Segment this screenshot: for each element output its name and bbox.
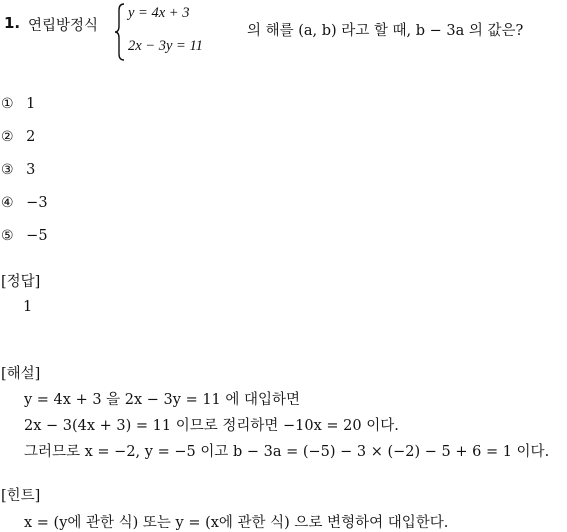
choice-2[interactable] <box>1 129 35 145</box>
choice-value: 1 <box>26 96 36 112</box>
choice-mark: ③ <box>1 162 14 178</box>
hint-heading: [힌트] <box>1 488 41 504</box>
choice-3[interactable] <box>1 162 35 178</box>
answer-value: 1 <box>23 299 33 315</box>
explanation-heading: [해설] <box>1 366 41 382</box>
choice-value: −3 <box>26 195 48 211</box>
choice-mark: ① <box>1 96 14 112</box>
question-prefix: 연립방정식 <box>28 18 99 34</box>
choice-5[interactable] <box>1 228 48 244</box>
question-number: 1. <box>4 14 21 32</box>
answer-heading: [정답] <box>1 274 41 290</box>
equation-2: 2x − 3y = 11 <box>128 38 203 54</box>
choice-1[interactable] <box>1 96 35 112</box>
explanation-line-2: 2x − 3(4x + 3) = 11 이므로 정리하면 −10x = 20 이다. <box>24 418 399 434</box>
choice-mark: ② <box>1 129 14 145</box>
explanation-line-1: y = 4x + 3 을 2x − 3y = 11 에 대입하면 <box>24 392 301 408</box>
choice-mark: ④ <box>1 195 14 211</box>
choice-value: 2 <box>26 129 36 145</box>
explanation-line-3: 그러므로 x = −2, y = −5 이고 b − 3a = (−5) − 3 × (−2) − 5 + 6 = 1 이다. <box>24 444 550 460</box>
choice-value: 3 <box>26 162 36 178</box>
question-suffix: 의 해를 (a, b) 라고 할 때, b − 3a 의 값은? <box>247 23 524 39</box>
choice-4[interactable] <box>1 195 48 211</box>
equation-1: y = 4x + 3 <box>128 5 190 21</box>
brace-icon <box>115 3 125 61</box>
hint-line: x = (y에 관한 식) 또는 y = (x에 관한 식) 으로 변형하여 대입한다. <box>24 515 449 531</box>
choice-value: −5 <box>26 228 48 244</box>
choice-mark: ⑤ <box>1 228 14 244</box>
